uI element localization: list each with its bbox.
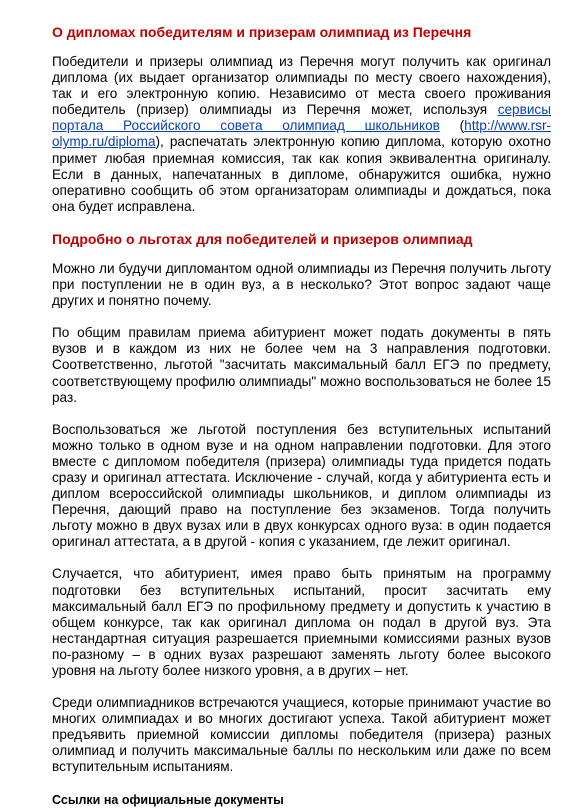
section-heading-official-documents: Ссылки на официальные документы [52,792,284,807]
section-heading-benefits: Подробно о льготах для победителей и призеров олимпиад [52,230,473,247]
paragraph-text: ), распечатать электронную копию диплома, которую охотно примет любая приемная комиссия, так как копия эквивалентна оригиналу. Если в данных, напечатанных в дипломе, обнаружится ошибка, нужно оперативно сообщить об этом организаторам олимпиады и дождаться, пока она будет исправлена. [52,134,551,214]
paragraph-benefits-2: По общим правилам приема абитуриент может подать документы в пять вузов и в каждом из них не более чем на 3 направления подготовки. Соответственно, льготой "засчитать максимальный балл ЕГЭ по предмету, соответствующему профилю олимпиады" можно воспользоваться не более 15 раз. [52,325,551,405]
rsr-diploma-url-link[interactable]: http://www.rsr-olymp.ru/diploma [52,118,551,150]
paragraph-benefits-5: Среди олимпиадников встречаются учащиеся, которые принимают участие во многих олимпиадах и во многих достигают успеха. Такой абитуриент может предъявить приемной комиссии дипломы победителя (призера) разных олимпиад и получить максимальные баллы по нескольким или даже по всем вступительным испытаниям. [52,695,551,775]
paragraph-text: ( [439,118,465,134]
section-heading-diplomas: О дипломах победителям и призерам олимпиад из Перечня [52,24,472,40]
paragraph-benefits-4: Случается, что абитуриент, имея право быть принятым на программу подготовки без вступительных испытаний, просит засчитать ему максимальный балл ЕГЭ по профильному предмету и допустить к участию в общем конкурсе, так как оригинал диплома он подал в другой вуз. Эта нестандартная ситуация разрешается приемными комиссиями разных вузов по-разному – в одних вузах разрешают заменять льготу более высокого уровня на льготу более низкого уровня, а в других – нет. [52,566,551,678]
rsr-portal-services-link[interactable]: сервисы портала Российского совета олимпиад школьников [52,102,551,134]
paragraph-benefits-1: Можно ли будучи дипломантом одной олимпиады из Перечня получить льготу при поступлении не в один вуз, а в несколько? Этот вопрос задают чаще других и понятно почему. [52,260,551,309]
paragraph-text: Победители и призеры олимпиад из Перечня могут получить как оригинал диплома (их выдает организатор олимпиады по месту своего нахождения), так и его электронную копию. Независимо от места своего проживания победитель (призер) олимпиады из Перечня может, используя [52,54,551,118]
paragraph-benefits-3: Воспользоваться же льготой поступления без вступительных испытаний можно только в одном вузе и на одном направлении подготовки. Для этого вместе с дипломом победителя (призера) олимпиады туда придется подать сразу и оригинал аттестата. Исключение - случай, когда у абитуриента есть и диплом всероссийской олимпиады школьников, и диплом олимпиады из Перечня, дающий право на поступление без экзаменов. Тогда получить льготу можно в двух вузах или в двух конкурсах одного вуза: в один подается оригинал аттестата, а в другой - копия с указанием, где лежит оригинал. [52,421,551,550]
paragraph-diplomas [52,54,551,215]
